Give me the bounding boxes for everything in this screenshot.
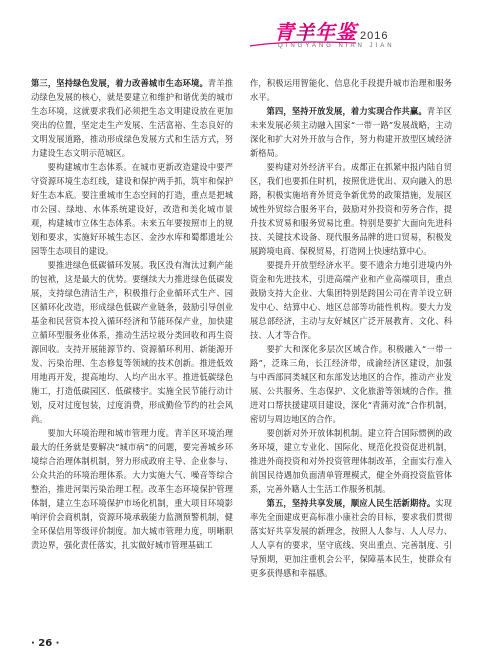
paragraph xyxy=(250,104,452,160)
paragraph-heading: 第三，坚持绿色发展，着力改善城市生态环境。 xyxy=(31,78,208,88)
paragraph xyxy=(31,160,233,258)
logo-char-nianjian: 年鉴 xyxy=(315,20,358,44)
page-number: · 26 · xyxy=(31,638,60,649)
paragraph xyxy=(250,76,452,104)
logo-char-qing: 青 xyxy=(274,20,295,44)
paragraph-text: 作，积极运用智能化、信息化手段提升城市治理和服务水平。 xyxy=(250,78,452,102)
paragraph-text: 要创新对外开放体制机制。建立符合国际惯例的政务环境，建立专业化、国际化、规范化投资促进机制，推进外商投资和对外投资管理体制改革，全面实行准入前国民待遇加负面清单管理模式，健全外商投资监管体系，完善外籍人士生活工作服务机制。 xyxy=(250,428,452,494)
paragraph xyxy=(31,426,233,552)
paragraph xyxy=(250,258,452,342)
paragraph-heading: 第四，坚持开放发展，着力实现合作共赢。 xyxy=(266,106,427,116)
paragraph-heading: 第五，坚持共享发展，顺应人民生活新期待。 xyxy=(266,498,436,508)
paragraph-text: 要提升开放型经济水平。要不遗余力地引进境内外资金和先进技术，引进高端产业和产业高端项目，重点鼓励支持大企业、大集团特别是跨国公司在青羊设立研发中心、结算中心、地区总部等功能性机构。要大力发展总部经济，主动与友好城区广泛开展教育、文化、科技、人才等合作。 xyxy=(250,260,452,340)
paragraph-text: 要构建城市生态体系。在城市更新改造建设中要严守资源环境生态红线，建设和保护两手抓，筑牢和保护好生态本底。要注重城市生态空间的打造，重点是把城市公园、绿地、水体系统建设好，改造和美化城市景观，构建城市立体生态体系。未来五年要按照市上的规划和要求，实施好环城生态区、金沙水库和蜀都遗址公园等生态项目的建设。 xyxy=(31,162,233,256)
paragraph xyxy=(31,258,233,426)
paragraph-text: 要加大环境治理和城市管理力度。青羊区环境治理最大的任务就是要解决“城市病”的问题，要完善城乡环境综合治理体制机制，努力形成政府主导、企业参与、公众共治的环境治理体系。大力实施大气、噪音等综合整治，推进河渠污染治理工程。改革生态环境保护管理体制，建立生态环境保护市场化机制，重大项目环境影响评价会商机制，资源环境承载能力监测预警机制，健全环保信用等级评价制度。加大城市管理力度，明晰职责边界，强化责任落实，扎实做好城市管理基础工 xyxy=(31,428,233,550)
yearbook-header xyxy=(248,16,468,64)
left-column xyxy=(31,76,233,552)
paragraph-text: 要构建对外经济平台。成都正在抓紧申报内陆自贸区，我们也要抓住时机，按照优进优出、双向融入的思路，积极实施培育外贸竞争新优势的政策措施，发展区域性外贸综合服务平台，鼓励对外投资和劳务合作，提升技术贸易和服务贸易比重。特别是要扩大面向先进科技、关键技术设备、现代服务品牌的进口贸易，积极发展跨境电商、保税贸易，打造网上快速结算中心。 xyxy=(250,162,452,256)
logo-char-yang: 羊 xyxy=(295,22,316,44)
paragraph-text: 青羊推动绿色发展的核心，就是要建立和维护和谐优美的城市生态环境，这就要求我们必须把生态文明建设放在更加突出的位置，坚定走生产发展、生活富裕、生态良好的文明发展道路，推动形成绿色发展方式和生活方式，努力建设生态文明示范城区。 xyxy=(31,78,234,158)
paragraph-text: 要扩大和深化多层次区域合作。积极融入“一带一路”，泛珠三角，长江经济带，成渝经济区建设，加强与中西部同类城区和东部发达地区的合作，推动产业发展、公共服务、生态保护、文化旅游等领域的合作。推进对口帮扶援建项目建设，深化“青蒲对流”合作机制，密切与周边地区的合作。 xyxy=(250,344,452,424)
paragraph xyxy=(31,76,233,160)
paragraph-text: 要推进绿色低碳循环发展。我区没有淘汰过剩产能的包袱，这是最大的优势。要继续大力推进绿色低碳发展，支持绿色清洁生产，积极推行企业循环式生产、园区循环化改造，形成绿色低碳产业链条，鼓励引导创业基金和民营资本投入循环经济和节能环保产业，加快建立循环型服务业体系，推动生活垃圾分类回收和再生资源回收。支持开展能源节约、资源循环利用、新能源开发、污染治理、生态修复等领域的技术创新。推进低效用地再开发，提高地均、人均产出水平。推进低碳绿色施工，打造低碳园区、低碳楼宇。实施全民节能行动计划，反对过度包装，过度消费，形成勤俭节约的社会风尚。 xyxy=(31,260,233,424)
paragraph xyxy=(250,342,452,426)
paragraph xyxy=(250,160,452,258)
paragraph-text: 青羊区未来发展必须主动融入国家“一带一路”发展战略，主动深化和扩大对外开放与合作，努力构建开放型区域经济新格局。 xyxy=(250,106,453,158)
logo-year: 2016 xyxy=(360,30,389,42)
paragraph xyxy=(250,426,452,496)
paragraph xyxy=(250,496,452,580)
logo-pinyin: QINGYANG NIAN JIAN xyxy=(278,43,395,49)
right-column xyxy=(250,76,452,580)
paragraph-text: 实现率先全面建成更高标准小康社会的目标，要求我们贯彻落实好共享发展的新理念，按照人人参与、人人尽力、人人享有的要求，坚守底线、突出重点、完善制度、引导预期，更加注重机会公平，保障基本民生，使群众有更多获得感和幸福感。 xyxy=(250,498,453,578)
